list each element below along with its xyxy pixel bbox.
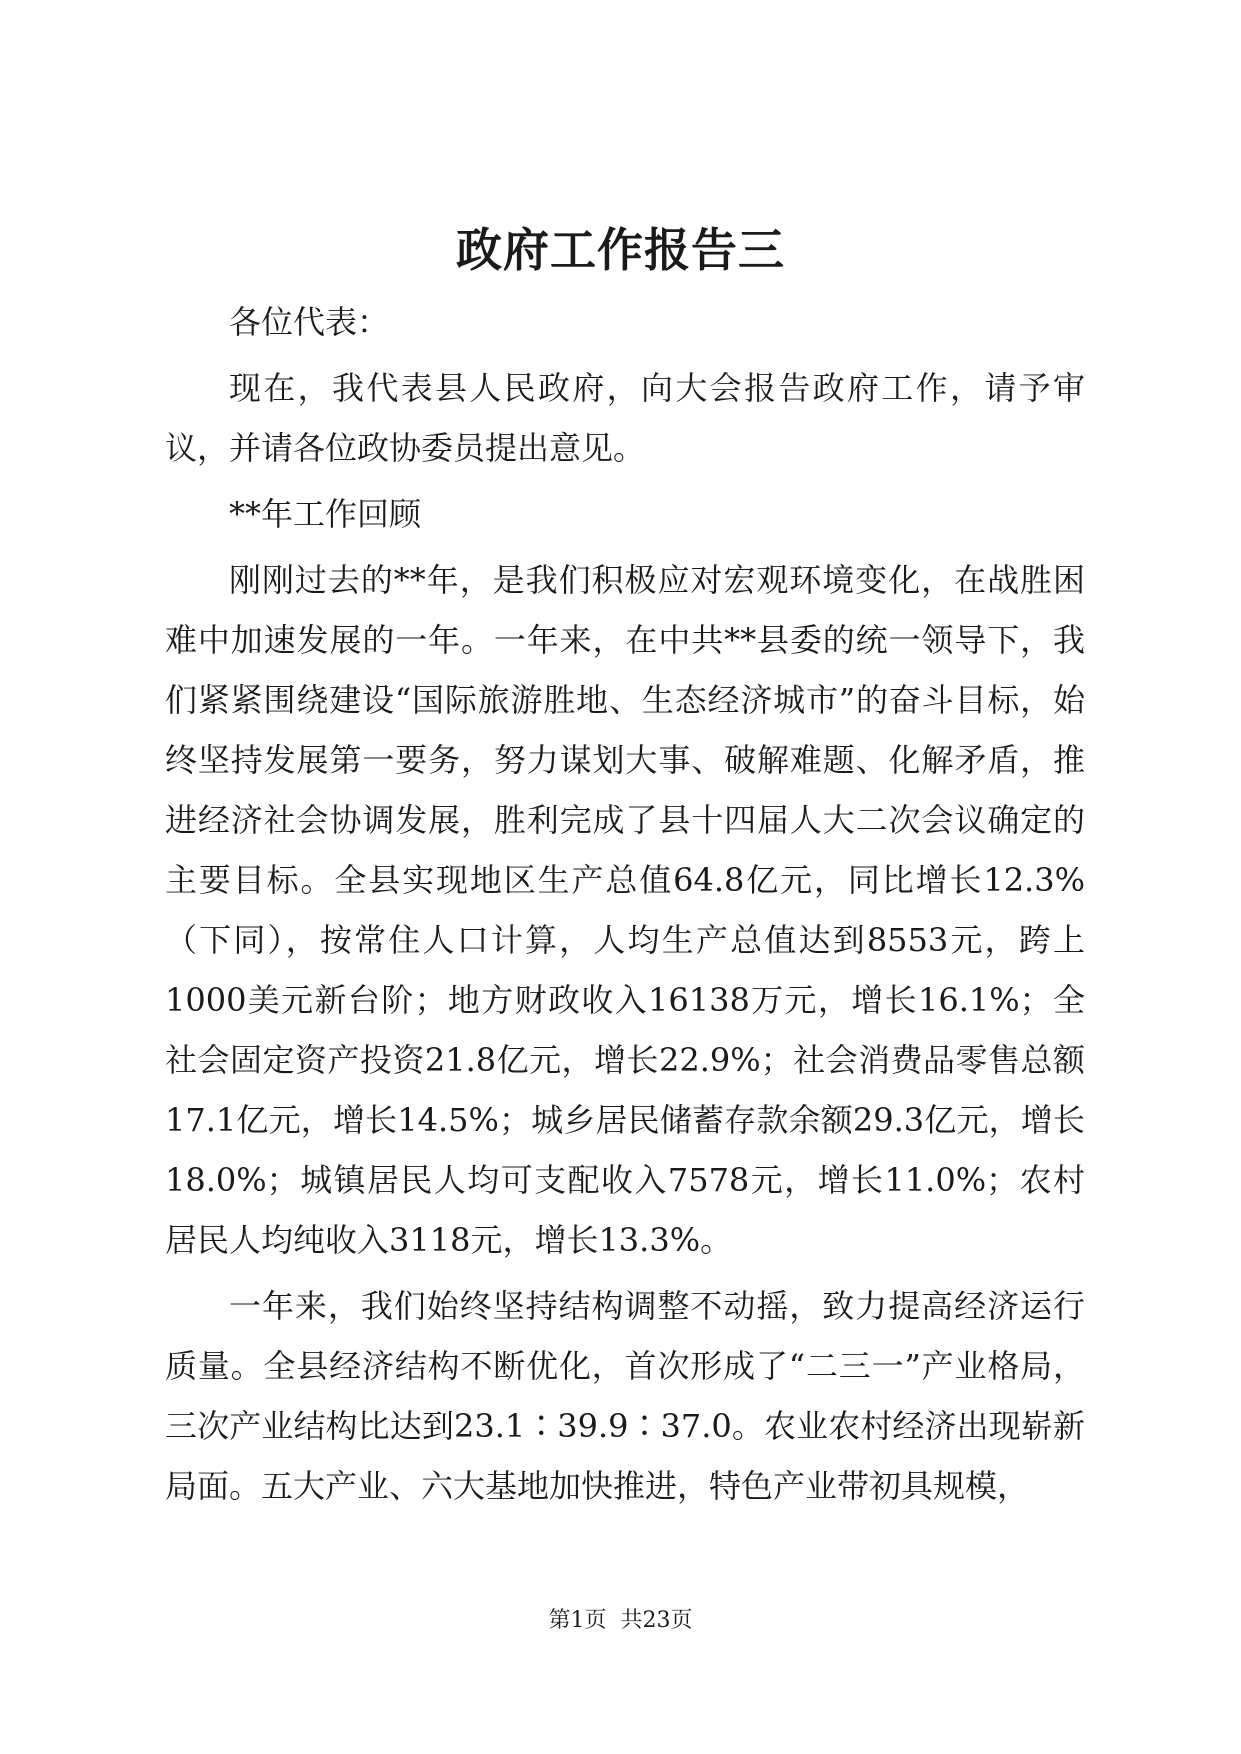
- section-heading: **年工作回顾: [229, 495, 422, 533]
- document-body: [165, 292, 1085, 1516]
- page-footer: [0, 1606, 1241, 1636]
- review-paragraph: 刚刚过去的**年，是我们积极应对宏观环境变化，在战胜困难中加速发展的一年。一年来，在中共**县委的统一领导下，我们紧紧围绕建设“国际旅游胜地、生态经济城市”的奋斗目标，始终坚持发展第一要务，努力谋划大事、破解难题、化解矛盾，推进经济社会协调发展，胜利完成了县十四届人大二次会议确定的主要目标。全县实现地区生产总值64.8亿元，同比增长12.3%（下同），按常住人口计算，人均生产总值达到8553元，跨上1000美元新台阶；地方财政收入16138万元，增长16.1%；全社会固定资产投资21.8亿元，增长22.9%；社会消费品零售总额17.1亿元，增长14.5%；城乡居民储蓄存款余额29.3亿元，增长18.0%；城镇居民人均可支配收入7578元，增长11.0%；农村居民人均纯收入3118元，增长13.3%。: [165, 561, 1085, 1259]
- opening-paragraph: 现在，我代表县人民政府，向大会报告政府工作，请予审议，并请各位政协委员提出意见。: [165, 369, 1085, 467]
- structure-paragraph: 一年来，我们始终坚持结构调整不动摇，致力提高经济运行质量。全县经济结构不断优化，首次形成了“二三一”产业格局，三次产业结构比达到23.1∶39.9∶37.0。农业农村经济出现崭新局面。五大产业、六大基地加快推进，特色产业带初具规模，: [165, 1287, 1085, 1505]
- page-number: 第1页: [548, 1608, 607, 1633]
- document-title: 政府工作报告三: [456, 223, 785, 277]
- salutation-paragraph: 各位代表：: [229, 303, 390, 341]
- total-pages: 共23页: [620, 1608, 693, 1633]
